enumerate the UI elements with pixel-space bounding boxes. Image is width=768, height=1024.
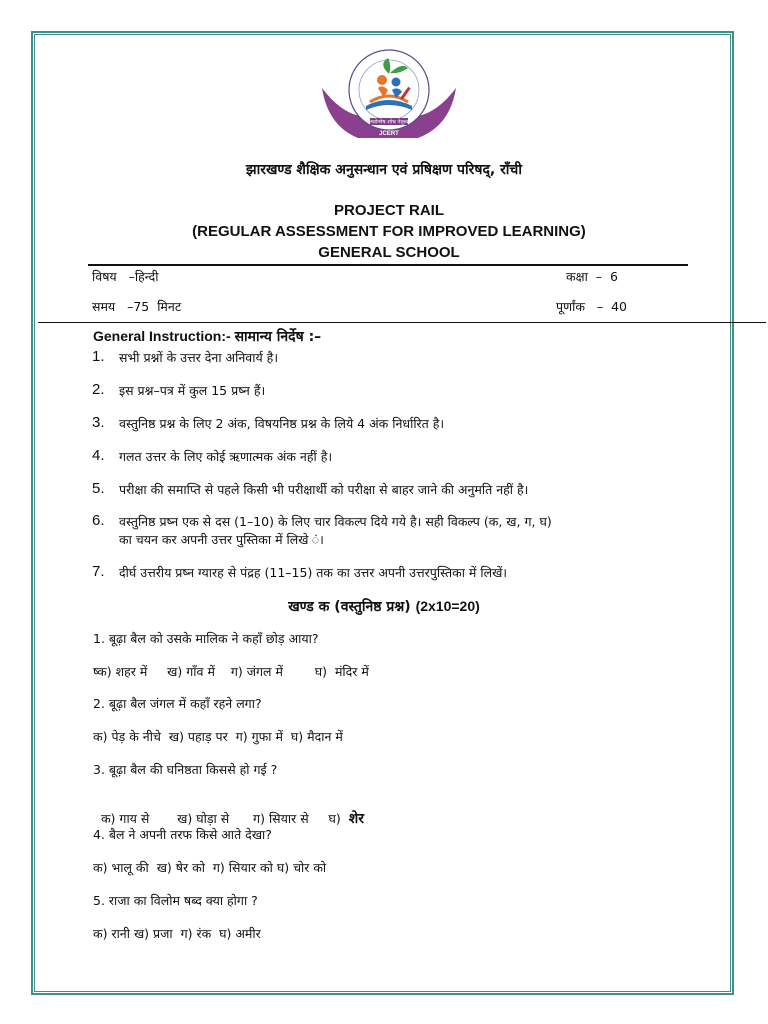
class-label: कक्षा – 6 <box>566 269 618 284</box>
time-label: समय –75 मिनट <box>92 299 182 314</box>
instruction-number: 2. <box>92 381 105 398</box>
jcert-logo <box>318 46 460 146</box>
instructions-heading <box>93 327 321 346</box>
instruction-text: सभी प्रश्नों के उत्तर देना अनिवार्य है। <box>119 350 279 365</box>
instruction-number: 6. <box>92 512 105 529</box>
instruction-text: दीर्घ उत्तरीय प्रष्न ग्यारह से पंद्रह (11–15) तक का उत्तर अपनी उत्तरपुस्तिका में लिखें। <box>119 565 508 580</box>
instruction-number: 4. <box>92 447 105 464</box>
question-text: 2. बूढ़ा बैल जंगल में कहाँ रहने लगा? <box>93 696 262 711</box>
logo-banner-text: नवोन्मेष शोध नेतृत्व <box>369 119 409 126</box>
section-title: खण्ड क (वस्तुनिष्ठ प्रश्न) <box>288 599 416 615</box>
title-regular-assessment: (REGULAR ASSESSMENT FOR IMPROVED LEARNING) <box>192 223 586 240</box>
question-option-bold: शेर <box>348 811 364 827</box>
header-divider <box>88 264 688 266</box>
instruction-number: 7. <box>92 563 105 580</box>
instruction-number: 1. <box>92 348 105 365</box>
instruction-number: 5. <box>92 480 105 497</box>
council-name: झारखण्ड शैक्षिक अनुसन्धान एवं प्रषिक्षण परिषद्, राँची <box>246 162 522 178</box>
question-options: क) पेड़ के नीचे ख) पहाड़ पर ग) गुफा में घ) मैदान में <box>93 729 343 744</box>
title-project-rail: PROJECT RAIL <box>333 202 444 219</box>
instruction-text-continued: का चयन कर अपनी उत्तर पुस्तिका में लिखे ं। <box>119 532 324 547</box>
question-text: 3. बूढ़ा बैल की घनिष्ठता किससे हो गई ? <box>93 762 278 777</box>
question-options-main: क) गाय से ख) घोड़ा से ग) सियार से घ) <box>100 811 349 826</box>
instruction-text: गलत उत्तर के लिए कोई ऋणात्मक अंक नहीं है। <box>119 449 333 464</box>
section-heading <box>0 597 768 616</box>
instruction-text: वस्तुनिष्ठ प्रष्न एक से दस (1–10) के लिए चार विकल्प दिये गये है। सही विकल्प (क, ख, ग, घ) <box>119 514 552 529</box>
instruction-text: इस प्रश्न–पत्र में कुल 15 प्रष्न हैं। <box>119 383 266 398</box>
meta-divider <box>38 322 766 323</box>
question-text: 5. राजा का विलोम षब्द क्या होगा ? <box>93 893 258 908</box>
instructions-heading-hi: सामान्य निर्देष :– <box>234 329 322 345</box>
instruction-text: वस्तुनिष्ठ प्रश्न के लिए 2 अंक, विषयनिष्ठ प्रश्न के लिये 4 अंक निर्धारित है। <box>119 416 445 431</box>
instruction-text: परीक्षा की समाप्ति से पहले किसी भी परीक्षार्थी को परीक्षा से बाहर जाने की अनुमति नहीं है। <box>119 482 529 497</box>
marks-label: पूर्णांक – 40 <box>556 299 627 314</box>
question-options <box>93 794 364 828</box>
question-options: ष्क) शहर में ख) गाँव में ग) जंगल में घ) मंदिर में <box>93 664 369 679</box>
title-general-school: GENERAL SCHOOL <box>318 244 460 261</box>
question-text: 4. बैल ने अपनी तरफ किसे आते देखा? <box>93 827 272 842</box>
subject-label: विषय –हिन्दी <box>92 269 159 284</box>
instruction-number: 3. <box>92 414 105 431</box>
section-marks: (2x10=20) <box>415 598 480 614</box>
instructions-heading-en: General Instruction:- <box>93 328 235 344</box>
question-text: 1. बूढ़ा बैल को उसके मालिक ने कहाँ छोड़ आया? <box>93 631 319 646</box>
question-options: क) भालू की ख) षेर को ग) सियार को घ) चोर को <box>93 860 327 875</box>
question-options: क) रानी ख) प्रजा ग) रंक घ) अमीर <box>93 926 261 941</box>
logo-jcert-text: JCERT <box>379 131 399 137</box>
